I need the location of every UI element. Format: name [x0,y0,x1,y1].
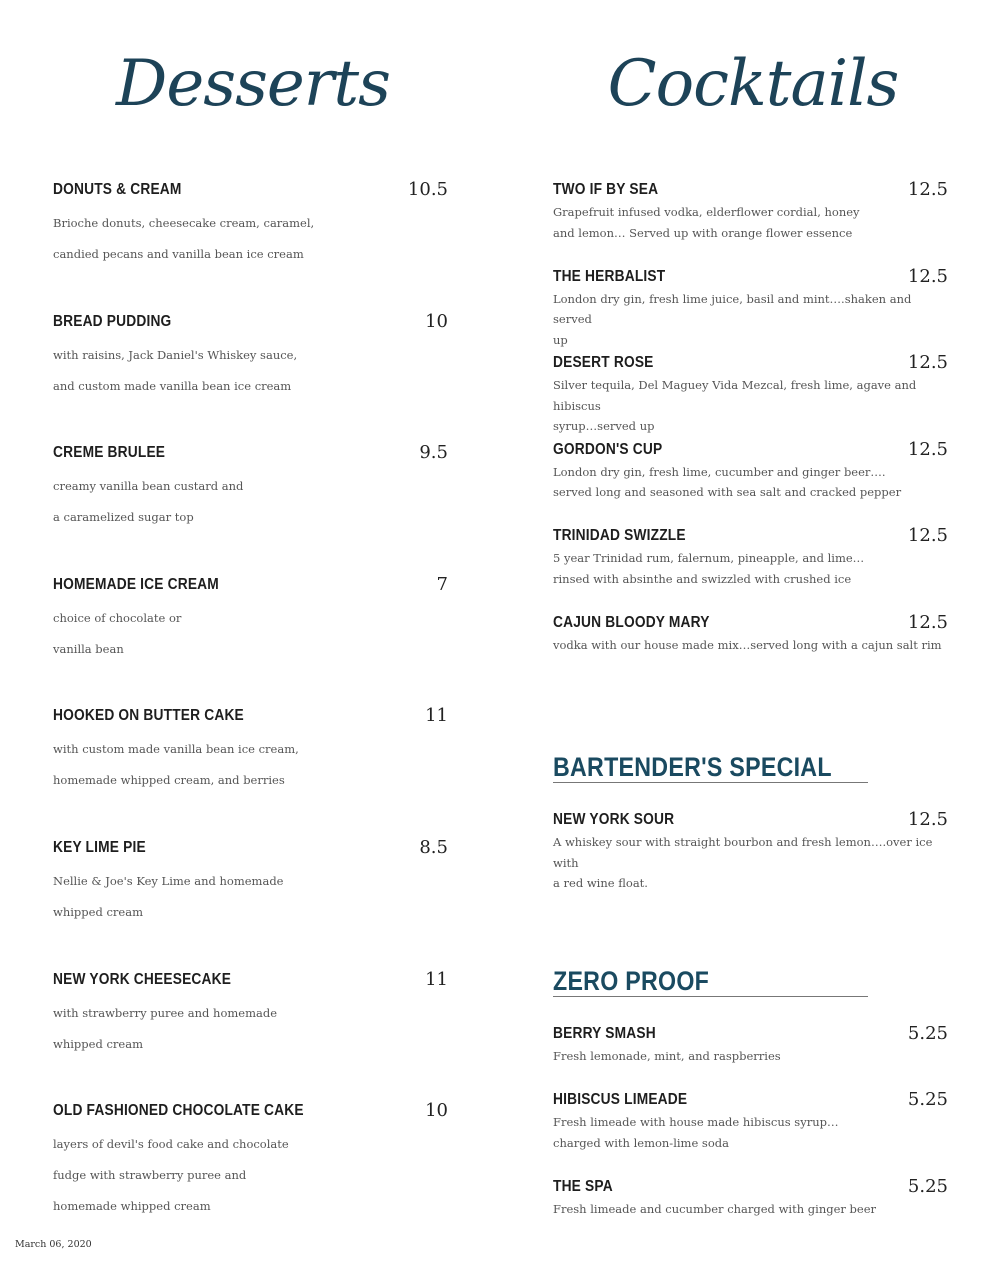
item-description [553,1199,948,1220]
description-line: Fresh lemonade, mint, and raspberries [553,1049,781,1063]
description-line: with raisins, Jack Daniel's Whiskey sauce, [53,347,298,362]
item-name: TWO IF BY SEA [553,181,659,198]
description-line: London dry gin, fresh lime, cucumber and ginger beer…. [553,464,886,479]
menu-item [553,178,948,265]
description-line: layers of devil's food cake and chocolate [53,1137,289,1152]
description-line: up [553,332,568,347]
description-line: and lemon… Served up with orange flower essence [553,225,853,240]
description-line: homemade whipped cream [53,1199,211,1214]
item-price: 11 [425,705,448,727]
item-description [53,603,448,665]
item-name: KEY LIME PIE [53,838,146,856]
item-description [553,1112,948,1153]
description-line: Grapefruit infused vodka, elderflower cordial, honey [553,205,860,219]
bartenders-special-list [553,808,948,895]
item-name: OLD FASHIONED CHOCOLATE CAKE [53,1102,304,1120]
item-price: 5.25 [907,1089,948,1110]
item-price: 10.5 [407,179,448,200]
zero-proof-heading: ZERO PROOF [553,966,710,996]
item-description [553,375,948,437]
menu-item [553,265,948,352]
item-name: BERRY SMASH [553,1025,656,1042]
item-name: CREME BRULEE [53,444,166,462]
menu-item [53,310,448,442]
menu-item [53,1099,448,1231]
item-name: DONUTS & CREAM [53,181,182,198]
item-name: HIBISCUS LIMEADE [553,1091,688,1108]
item-price: 12.5 [907,611,948,633]
description-line: with strawberry puree and homemade [53,1005,278,1020]
footer-date: March 06, 2020 [15,1239,92,1250]
item-name: TRINIDAD SWIZZLE [553,527,686,545]
description-line: whipped cream [53,904,143,919]
menu-item [553,524,948,611]
item-price: 5.25 [907,1175,948,1197]
item-description [53,471,448,533]
description-line: choice of chocolate or [53,610,182,625]
bartenders-special-section [553,752,948,895]
item-price: 7 [436,573,448,595]
item-price: 10 [425,1100,448,1122]
item-name: THE SPA [553,1177,613,1195]
bartenders-special-heading: BARTENDER'S SPECIAL [553,752,832,782]
cocktails-list [553,178,948,698]
description-line: fudge with strawberry puree and [53,1168,247,1183]
item-name: NEW YORK SOUR [553,811,675,828]
item-name: CAJUN BLOODY MARY [553,613,710,631]
item-description [53,866,448,928]
item-name: DESERT ROSE [553,354,654,372]
item-price: 8.5 [419,836,448,858]
menu-item [53,178,448,310]
item-description [53,208,448,270]
item-description [553,289,948,351]
menu-item [553,351,948,438]
description-line: homemade whipped cream, and berries [53,773,285,788]
item-description [553,635,948,656]
item-price: 11 [425,968,448,990]
description-line: served long and seasoned with sea salt and cracked pepper [553,485,902,500]
item-price: 12.5 [907,438,948,460]
description-line: whipped cream [53,1036,143,1051]
description-line: a red wine float. [553,876,648,890]
menu-item [553,1088,948,1175]
description-line: Silver tequila, Del Maguey Vida Mezcal, fresh lime, agave and hibiscus [553,378,917,413]
description-line: candied pecans and vanilla bean ice cream [53,247,304,261]
item-description [53,998,448,1060]
item-price: 12.5 [907,809,948,830]
menu-item [53,441,448,573]
menu-item [53,704,448,836]
menu-item [553,438,948,525]
item-description [553,548,948,589]
description-line: and custom made vanilla bean ice cream [53,378,292,393]
description-line: with custom made vanilla bean ice cream, [53,742,299,757]
item-price: 12.5 [907,525,948,547]
item-description [53,1129,448,1222]
menu-item [53,968,448,1100]
item-description [553,1046,948,1067]
description-line: rinsed with absinthe and swizzled with crushed ice [553,571,852,586]
description-line: Fresh limeade with house made hibiscus syrup… [553,1115,839,1129]
menu-item [553,611,948,698]
menu-item [553,1022,948,1088]
description-line: London dry gin, fresh lime juice, basil and mint….shaken and served [553,291,912,327]
item-price: 12.5 [907,179,948,200]
description-line: vanilla bean [53,641,124,656]
item-price: 5.25 [907,1023,948,1044]
description-line: Fresh limeade and cucumber charged with ginger beer [553,1201,877,1216]
menu-item [553,808,948,895]
item-description [53,734,448,796]
item-name: HOMEMADE ICE CREAM [53,575,219,593]
zero-proof-list [553,1022,948,1235]
description-line: charged with lemon-lime soda [553,1135,729,1150]
description-line: vodka with our house made mix…served long with a cajun salt rim [553,637,942,652]
menu-item [53,836,448,968]
description-line: A whiskey sour with straight bourbon and fresh lemon….over ice with [553,835,933,870]
item-price: 10 [425,310,448,332]
item-description [553,462,948,503]
cocktails-title: Cocktails [607,47,899,121]
item-name: HOOKED ON BUTTER CAKE [53,707,244,725]
item-name: GORDON'S CUP [553,440,663,458]
menu-item [553,1175,948,1235]
description-line: creamy vanilla bean custard and [53,479,244,494]
description-line: Nellie & Joe's Key Lime and homemade [53,873,284,888]
zero-proof-section [553,966,948,1235]
item-description [553,202,948,243]
item-description [53,340,448,402]
menu-item [53,573,448,705]
description-line: Brioche donuts, cheesecake cream, caramel, [53,216,315,230]
desserts-title: Desserts [116,47,390,121]
description-line: syrup…served up [553,419,655,434]
item-price: 9.5 [419,442,448,464]
item-price: 12.5 [907,265,948,287]
section-divider [553,996,868,997]
item-description [553,832,948,894]
desserts-list [53,178,448,1231]
section-divider [553,782,868,783]
item-price: 12.5 [907,352,948,374]
item-name: BREAD PUDDING [53,312,172,330]
item-name: THE HERBALIST [553,267,666,285]
description-line: a caramelized sugar top [53,510,194,525]
item-name: NEW YORK CHEESECAKE [53,970,232,988]
description-line: 5 year Trinidad rum, falernum, pineapple, and lime… [553,551,865,566]
